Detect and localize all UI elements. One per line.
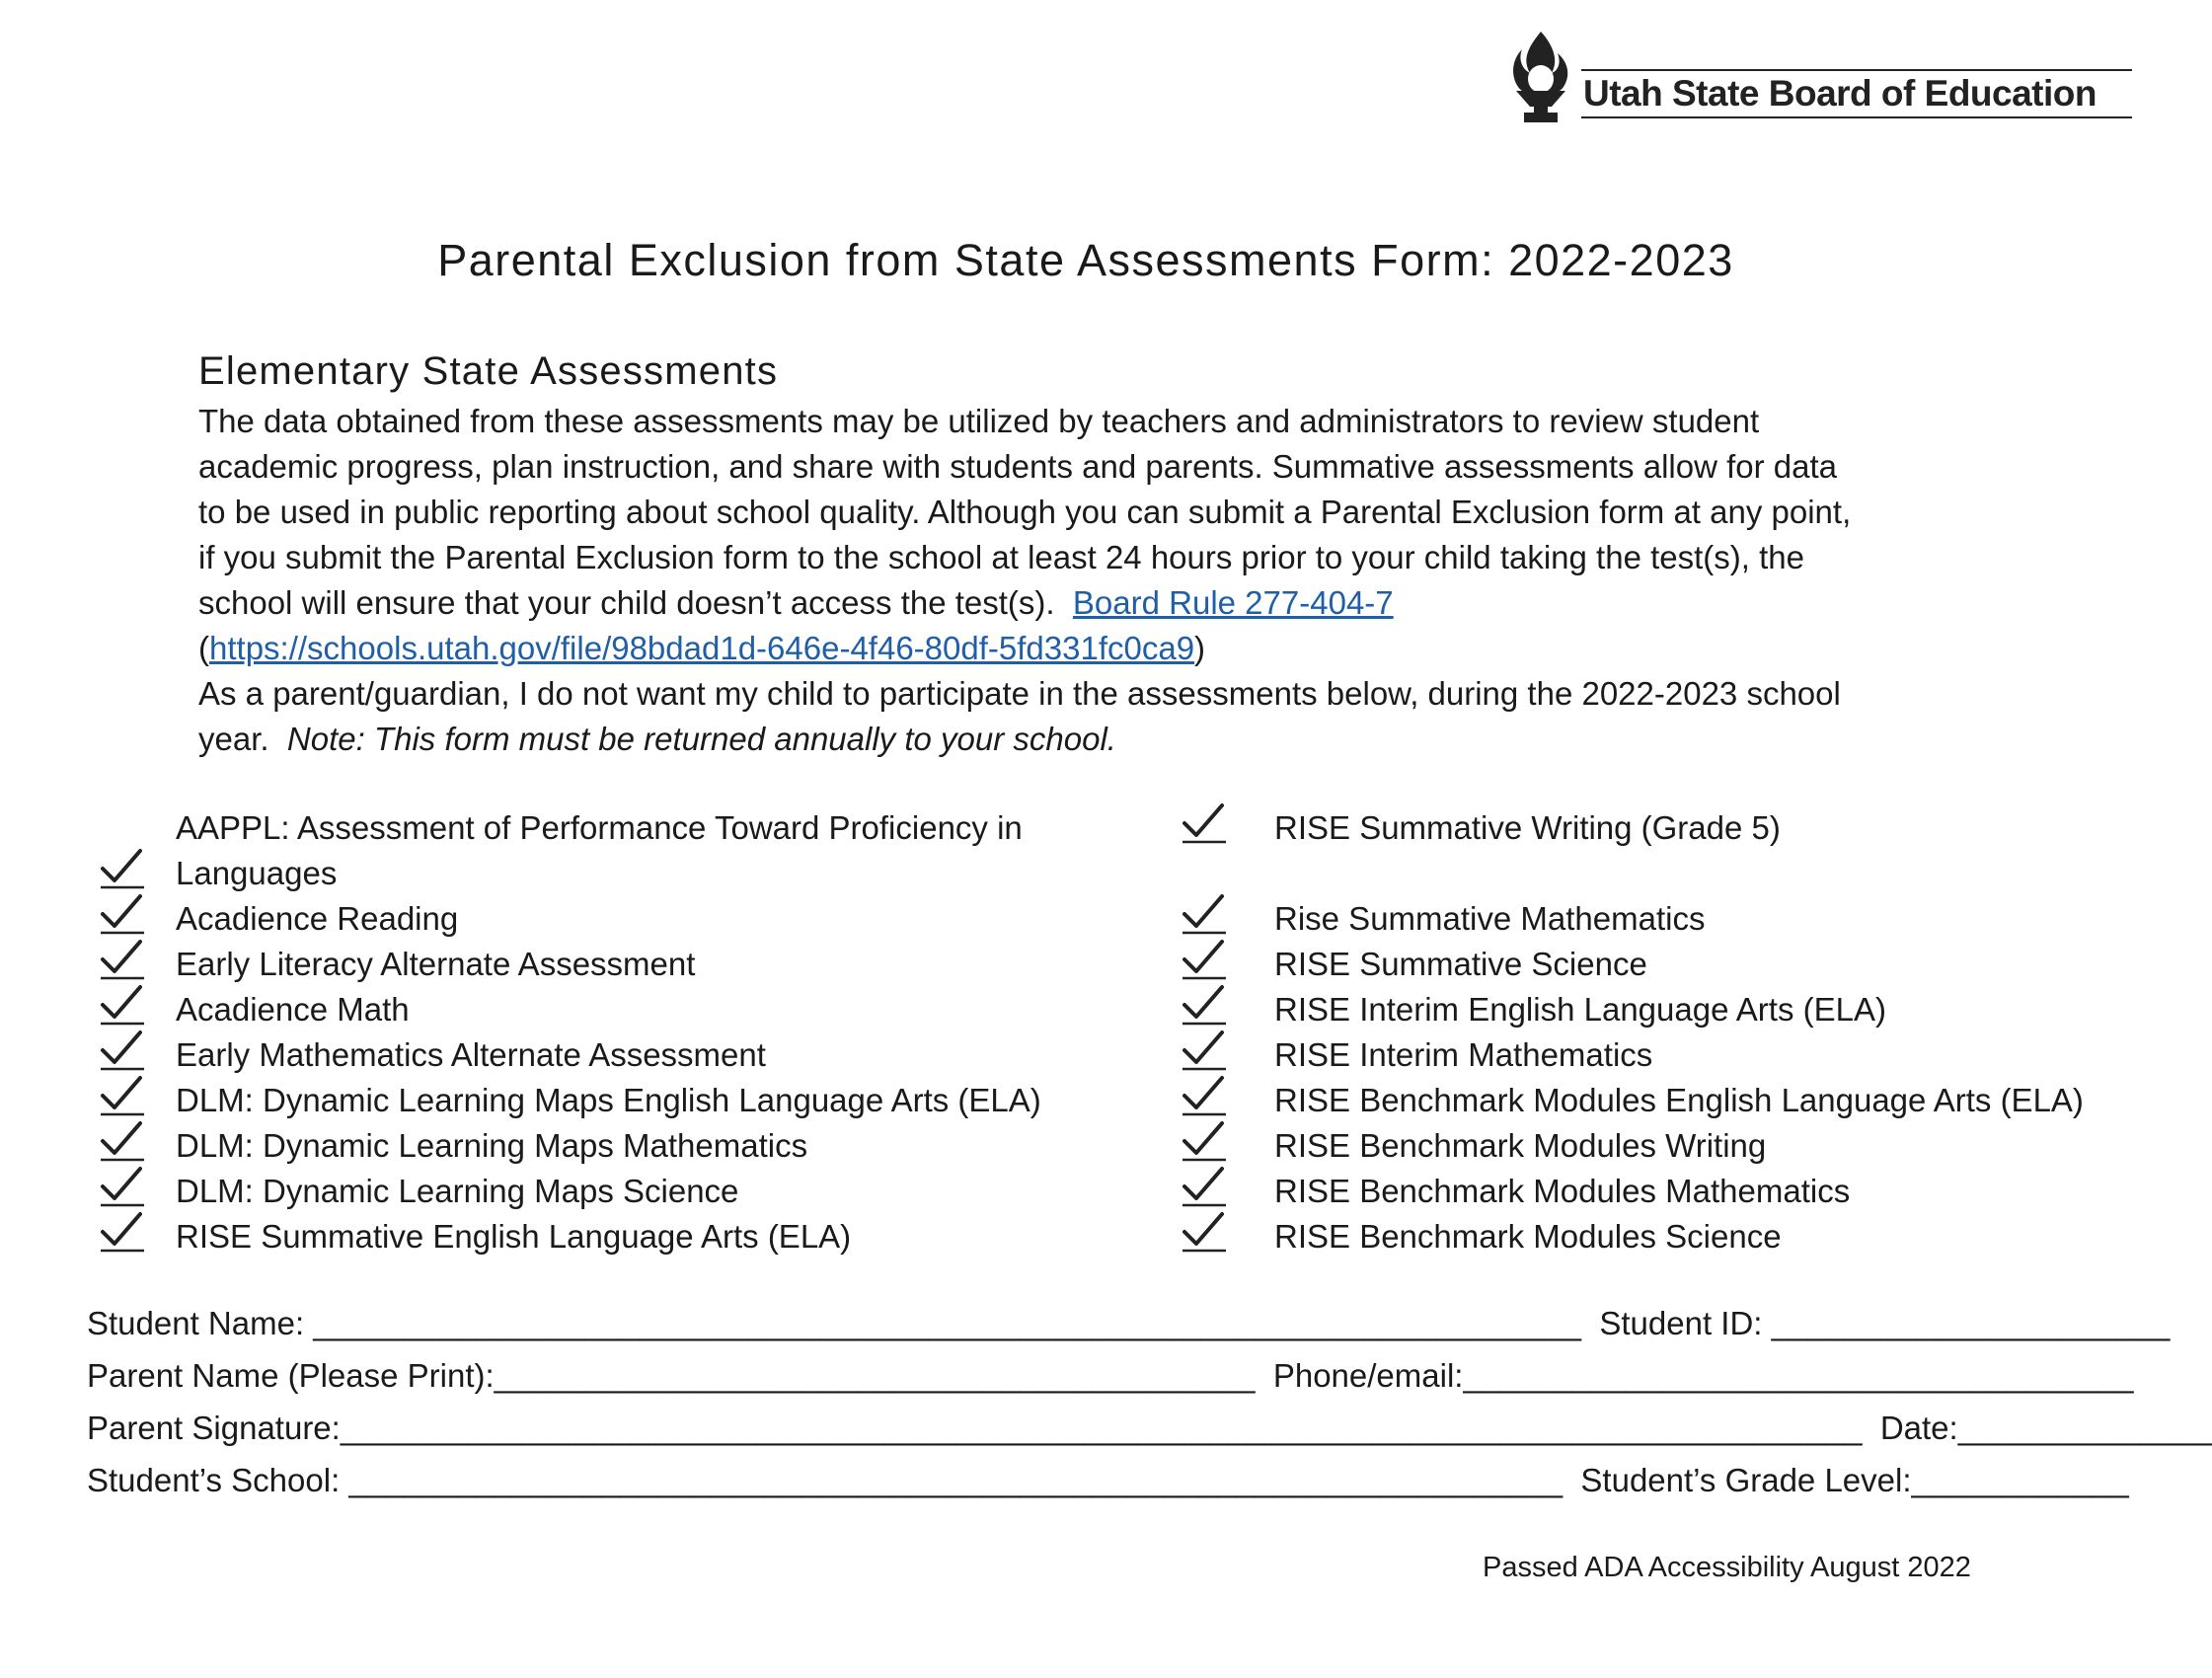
phone-email-field[interactable]: Phone/email:_____________________________________ — [1272, 1357, 2134, 1394]
intro-line: if you submit the Parental Exclusion form to the school at least 24 hours prior to your child taking the test(s), the — [198, 539, 1804, 575]
intro-line: academic progress, plan instruction, and share with students and parents. Summative assessments allow for data — [198, 448, 1838, 485]
checkmark-icon[interactable] — [99, 1119, 146, 1163]
assessment-label: Acadience Reading — [176, 900, 459, 937]
statement-line — [198, 717, 1995, 762]
assessment-label: DLM: Dynamic Learning Maps Science — [176, 1173, 739, 1209]
usbe-logo — [1508, 26, 2132, 128]
student-name-line[interactable] — [87, 1305, 2170, 1342]
checkmark-icon[interactable] — [1181, 1119, 1228, 1163]
checkmark-icon[interactable] — [1181, 1165, 1228, 1208]
url-paren-open: ( — [198, 630, 209, 666]
school-field[interactable]: Student’s School: ___________________________________________________________________ — [87, 1462, 1564, 1498]
assessment-label: DLM: Dynamic Learning Maps English Language Arts (ELA) — [176, 1082, 1041, 1118]
assessment-label: Acadience Math — [176, 991, 410, 1028]
checkmark-icon[interactable] — [99, 1165, 146, 1208]
intro-line: The data obtained from these assessments may be utilized by teachers and administrators to review student — [198, 403, 1760, 439]
checkmark-icon[interactable] — [1181, 892, 1228, 936]
student-id-field[interactable]: Student ID: ______________________ — [1599, 1305, 2171, 1341]
statement-line: As a parent/guardian, I do not want my child to participate in the assessments below, during the 2022-2023 school — [198, 675, 1841, 712]
assessment-label: Early Mathematics Alternate Assessment — [176, 1036, 766, 1073]
intro-line-text: school will ensure that your child doesn’t access the test(s). — [198, 584, 1055, 621]
board-rule-url-link[interactable]: https://schools.utah.gov/file/98bdad1d-646e-4f46-80df-5fd331fc0ca9 — [209, 630, 1195, 666]
checkmark-icon[interactable] — [1181, 938, 1228, 981]
assessment-label: RISE Summative English Language Arts (ELA) — [176, 1218, 852, 1255]
url-paren-close: ) — [1194, 630, 1206, 666]
checkmark-icon[interactable] — [1181, 1029, 1228, 1072]
assessment-label: RISE Summative Science — [1274, 946, 1647, 982]
parent-name-line[interactable] — [87, 1357, 2134, 1395]
assessment-label: RISE Interim Mathematics — [1274, 1036, 1653, 1073]
checkmark-icon[interactable] — [1181, 1210, 1228, 1254]
assessment-label: AAPPL: Assessment of Performance Toward Proficiency in — [176, 809, 1023, 846]
checkmark-icon[interactable] — [99, 1029, 146, 1072]
assessment-label: RISE Benchmark Modules Writing — [1274, 1127, 1767, 1164]
assessment-label: RISE Benchmark Modules Science — [1274, 1218, 1782, 1255]
board-rule-link[interactable]: Board Rule 277-404-7 — [1072, 584, 1394, 621]
logo-rule-bottom — [1581, 116, 2132, 118]
assessment-label: Early Literacy Alternate Assessment — [176, 946, 696, 982]
assessment-label: DLM: Dynamic Learning Maps Mathematics — [176, 1127, 808, 1164]
checkmark-icon[interactable] — [1181, 1074, 1228, 1117]
annual-return-note: Note: This form must be returned annually to your school. — [286, 721, 1116, 757]
parent-name-field[interactable]: Parent Name (Please Print):__________________________________________ — [87, 1357, 1256, 1394]
checkmark-icon[interactable] — [99, 1210, 146, 1254]
logo-rule-top — [1581, 69, 2132, 71]
assessment-label: RISE Benchmark Modules English Language Arts (ELA) — [1274, 1082, 2084, 1118]
org-name: Utah State Board of Education — [1583, 73, 2097, 114]
school-line[interactable] — [87, 1462, 2129, 1499]
assessment-label: RISE Benchmark Modules Mathematics — [1274, 1173, 1851, 1209]
parent-signature-line[interactable] — [87, 1410, 2212, 1447]
intro-line: to be used in public reporting about school quality. Although you can submit a Parental Exclusion form at any point, — [198, 494, 1852, 530]
checkmark-icon[interactable] — [1181, 801, 1228, 845]
checkmark-icon[interactable] — [1181, 983, 1228, 1027]
intro-paragraph — [198, 399, 1995, 762]
checkmark-icon[interactable] — [99, 892, 146, 936]
assessment-label: Rise Summative Mathematics — [1274, 900, 1706, 937]
checkmark-icon[interactable] — [99, 1074, 146, 1117]
assessment-label: RISE Summative Writing (Grade 5) — [1274, 809, 1781, 846]
accessibility-footer: Passed ADA Accessibility August 2022 — [1483, 1552, 1971, 1583]
section-heading: Elementary State Assessments — [198, 349, 779, 393]
parent-signature-field[interactable]: Parent Signature:____________________________________________________________________________________ — [87, 1410, 1863, 1446]
checkmark-icon[interactable] — [99, 847, 146, 890]
checkmark-icon[interactable] — [99, 983, 146, 1027]
date-field[interactable]: Date:______________ — [1879, 1410, 2212, 1446]
assessment-label: Languages — [176, 855, 338, 891]
student-name-field[interactable]: Student Name: ______________________________________________________________________ — [87, 1305, 1582, 1341]
intro-line — [198, 580, 1995, 626]
page-title: Parental Exclusion from State Assessments Form: 2022-2023 — [437, 235, 1734, 285]
checkmark-icon[interactable] — [99, 938, 146, 981]
flame-torch-icon — [1508, 30, 1573, 124]
assessment-label: RISE Interim English Language Arts (ELA) — [1274, 991, 1886, 1028]
intro-line — [198, 626, 1995, 671]
grade-level-field[interactable]: Student’s Grade Level:____________ — [1580, 1462, 2129, 1498]
statement-year: year. — [198, 721, 269, 757]
